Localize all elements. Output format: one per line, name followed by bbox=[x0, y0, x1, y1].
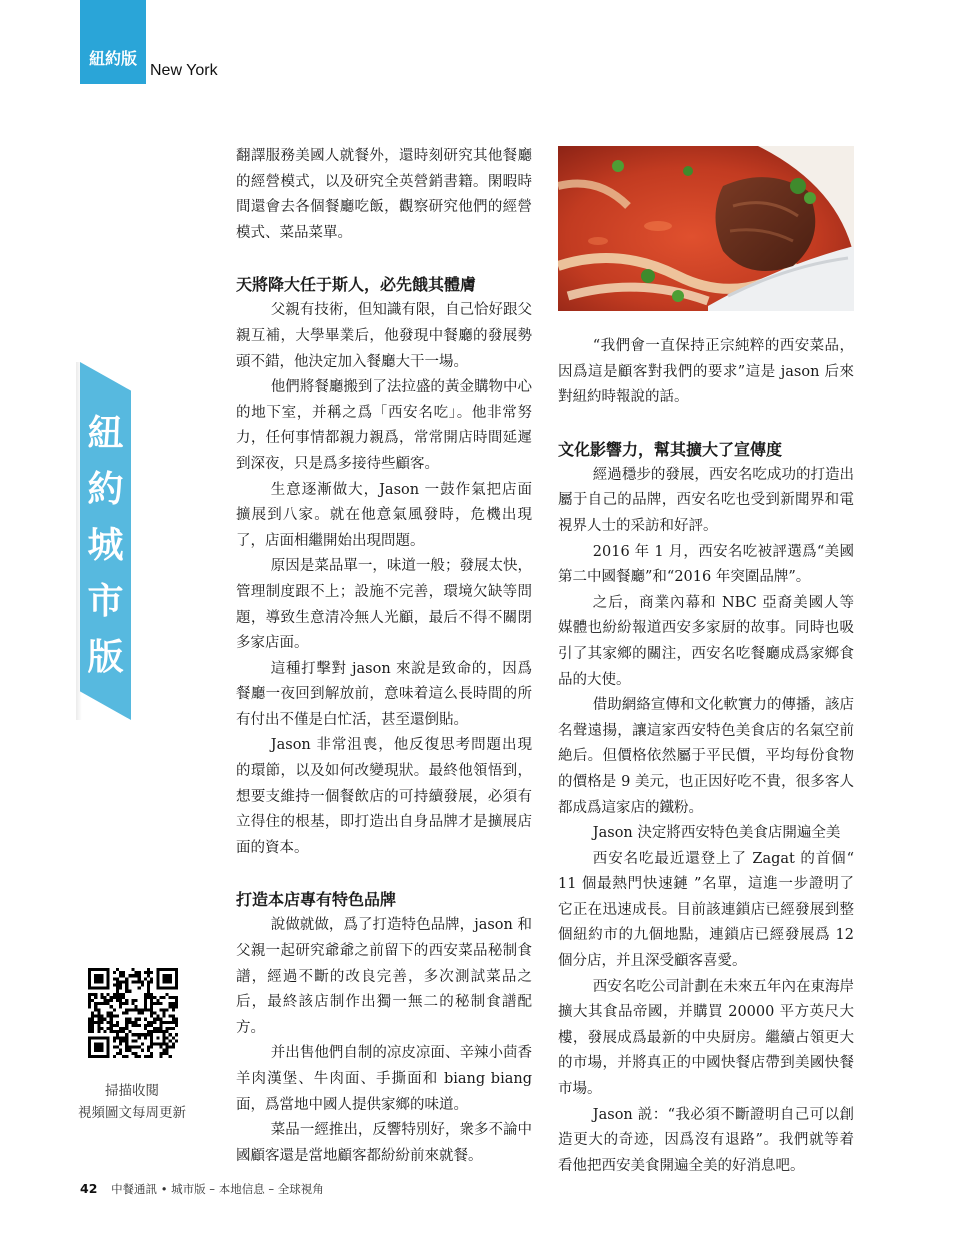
side-ribbon-title bbox=[80, 406, 131, 686]
paragraph: 菜品一經推出，反響特別好，衆多不論中國顧客還是當地顧客都紛紛前來就餐。 bbox=[236, 1122, 532, 1164]
paragraph: 父親有技術，但知識有限，自己恰好跟父親互補，大學畢業后，他發現中餐廳的發展勢頭不錯，他決定加入餐廳大干一場。 bbox=[236, 302, 532, 370]
side-title-char: 約 bbox=[87, 469, 124, 510]
page-number: 42 bbox=[80, 1181, 98, 1196]
paragraph: 生意逐漸做大，Jason 一鼓作氣把店面擴展到八家。就在他意氣風發時，危機出現了，店面相繼開始出現問題。 bbox=[236, 481, 532, 549]
paragraph: 并出售他們自制的凉皮凉面、辛辣小茴香羊肉漢堡、牛肉面、手撕面和 biang biang 面，爲當地中國人提供家鄉的味道。 bbox=[236, 1045, 532, 1113]
paragraph: 2016 年 1 月，西安名吃被評選爲“美國第二中國餐廳”和“2016 年突圍品牌”。 bbox=[558, 543, 854, 586]
side-title-char: 市 bbox=[87, 581, 124, 622]
paragraph: 經過穩步的發展，西安名吃成功的打造出屬于自己的品牌，西安名吃也受到新聞界和電視界人士的采訪和好評。 bbox=[558, 466, 854, 534]
footer-tagline: 中餐通訊 • 城市版 – 本地信息 – 全球視角 bbox=[111, 1182, 324, 1196]
section-heading: 文化影響力，幫其擴大了宣傳度 bbox=[558, 439, 783, 459]
qr-caption-line: 視頻圖文每周更新 bbox=[78, 1105, 186, 1121]
qr-code-icon bbox=[88, 968, 178, 1058]
paragraph: 之后，商業內幕和 NBC 亞裔美國人等媒體也紛紛報道西安多家厨的故事。同時也吸引了其家鄉的關注，西安名吃餐廳成爲家鄉食品的大使。 bbox=[558, 594, 854, 688]
paragraph: 說做就做，爲了打造特色品牌，jason 和父親一起研究爺爺之前留下的西安菜品秘制食譜，經過不斷的改良完善，多次測試菜品之后，最終該店制作出獨一無二的秘制食譜配方。 bbox=[236, 917, 532, 1036]
paragraph: Jason 非常沮喪，他反復思考問題出現的環節，以及如何改變現狀。最終他領悟到，想要支維持一個餐飲店的可持續發展，必須有立得住的根基，即打造出自身品牌才是擴展店面的資本。 bbox=[236, 737, 532, 856]
side-title-char: 版 bbox=[87, 637, 124, 678]
paragraph: 這種打擊對 jason 來說是致命的，因爲餐廳一夜回到解放前，意味着這么長時間的所有付出不僅是白忙活，甚至還倒貼。 bbox=[236, 660, 532, 728]
section-heading: 天將降大任于斯人，必先餓其體膚 bbox=[236, 275, 477, 295]
paragraph: Jason 決定將西安特色美食店開遍全美 bbox=[592, 825, 841, 842]
food-photo bbox=[558, 146, 854, 311]
article-left-column bbox=[236, 144, 532, 1169]
paragraph: 借助網絡宣傳和文化軟實力的傳播，該店名聲遠揚，讓這家西安特色美食店的名氣空前絶后。但價格依然屬于平民價，平均每份食物的價格是 9 美元，也正因好吃不貴，很多客人都成爲這家店的鐵粉。 bbox=[558, 697, 854, 816]
paragraph: 翻譯服務美國人就餐外，還時刻研究其他餐廳的經營模式，以及研究全英營銷書籍。閑暇時間還會去各個餐廳吃飯，觀察研究他們的經營模式、菜品菜單。 bbox=[236, 148, 532, 241]
qr-code[interactable] bbox=[88, 968, 178, 1058]
section-heading: 打造本店專有特色品牌 bbox=[236, 890, 397, 910]
qr-caption-line: 掃描收閱 bbox=[105, 1083, 159, 1099]
paragraph: 他們將餐廳搬到了法拉盛的黃金購物中心的地下室，并稱之爲「西安名吃」。他非常努力，任何事情都親力親爲，常常開店時間延遲到深夜，只是爲多接待些顧客。 bbox=[236, 379, 532, 472]
beef-noodle-soup-image bbox=[558, 146, 854, 311]
paragraph: 西安名吃公司計劃在未來五年內在東海岸擴大其食品帝國，并購買 20000 平方英尺大樓，發展成爲最新的中央厨房。繼續占領更大的市場，并將真正的中國快餐店帶到美國快餐市場。 bbox=[558, 978, 854, 1098]
article-right-column bbox=[558, 334, 854, 1179]
qr-caption bbox=[64, 1080, 200, 1124]
paragraph: 原因是菜品單一，味道一般；發展太快，管理制度跟不上；設施不完善，環境欠缺等問題，導致生意清冷無人光顧，最后不得不關閉多家店面。 bbox=[236, 558, 532, 652]
paragraph: 西安名吃最近還登上了 Zagat 的首個“ 11 個最熱門快速鏈 ”名單，這進一步證明了它正在迅速成長。目前該連鎖店已經發展到整個紐約市的九個地點，連鎖店已經發展爲 12 個分店，并且深受顧客喜愛。 bbox=[558, 850, 854, 970]
paragraph: “我們會一直保持正宗純粹的西安菜品，因爲這是顧客對我們的要求”這是 jason 后來對紐約時報說的話。 bbox=[558, 338, 854, 406]
edition-label-en: New York bbox=[150, 62, 218, 79]
side-title-char: 城 bbox=[87, 525, 124, 566]
edition-tab-underline bbox=[80, 80, 146, 84]
side-title-char: 紐 bbox=[87, 413, 124, 454]
edition-label-zh: 紐約版 bbox=[88, 49, 137, 68]
paragraph: Jason 説：“我必須不斷證明自己可以創造更大的奇迹，因爲沒有退路”。我們就等着看他把西安美食開遍全美的好消息吧。 bbox=[558, 1106, 854, 1174]
edition-tab bbox=[80, 0, 146, 80]
page-footer bbox=[80, 1181, 324, 1197]
